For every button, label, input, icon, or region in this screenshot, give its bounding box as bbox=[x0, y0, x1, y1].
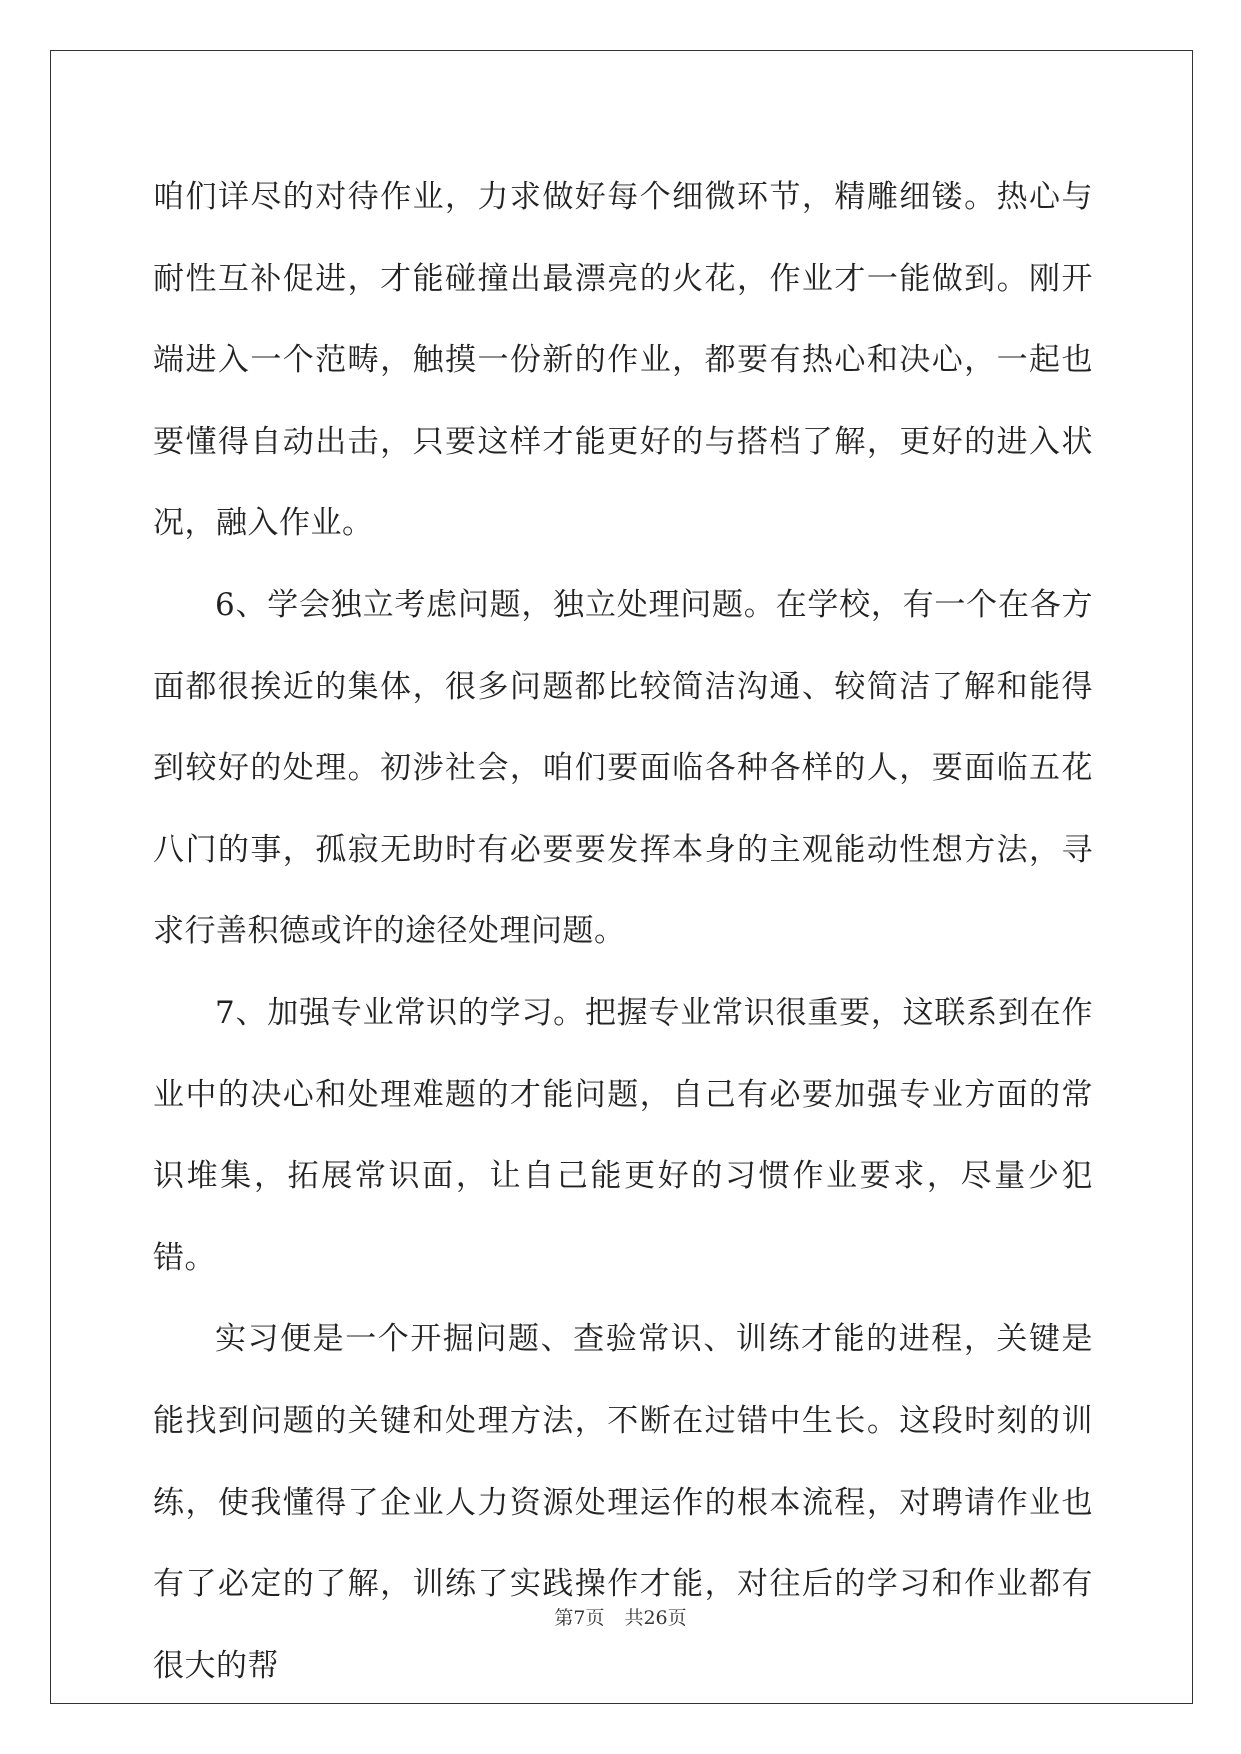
document-body bbox=[153, 157, 1093, 1707]
paragraph-summary: 实习便是一个开掘问题、查验常识、训练才能的进程，关键是能找到问题的关键和处理方法，不断在过错中生长。这段时刻的训练，使我懂得了企业人力资源处理运作的根本流程，对聘请作业也有了必定的了解，训练了实践操作才能，对往后的学习和作业都有很大的帮 bbox=[153, 1321, 1093, 1684]
page-footer bbox=[0, 1603, 1241, 1630]
page-number: 第7页 bbox=[554, 1607, 605, 1629]
page-total: 共26页 bbox=[624, 1607, 687, 1629]
paragraph-item-6: 6、学会独立考虑问题，独立处理问题。在学校，有一个在各方面都很挨近的集体，很多问题都比较简洁沟通、较简洁了解和能得到较好的处理。初涉社会，咱们要面临各种各样的人，要面临五花八门的事，孤寂无助时有必要要发挥本身的主观能动性想方法，寻求行善积德或许的途径处理问题。 bbox=[153, 586, 1093, 950]
paragraph-item-7: 7、加强专业常识的学习。把握专业常识很重要，这联系到在作业中的决心和处理难题的才能问题，自己有必要加强专业方面的常识堆集，拓展常识面，让自己能更好的习惯作业要求，尽量少犯错。 bbox=[153, 994, 1093, 1276]
paragraph-continuation: 咱们详尽的对待作业，力求做好每个细微环节，精雕细镂。热心与耐性互补促进，才能碰撞出最漂亮的火花，作业才一能做到。刚开端进入一个范畴，触摸一份新的作业，都要有热心和决心，一起也要懂得自动出击，只要这样才能更好的与搭档了解，更好的进入状况，融入作业。 bbox=[153, 179, 1093, 542]
